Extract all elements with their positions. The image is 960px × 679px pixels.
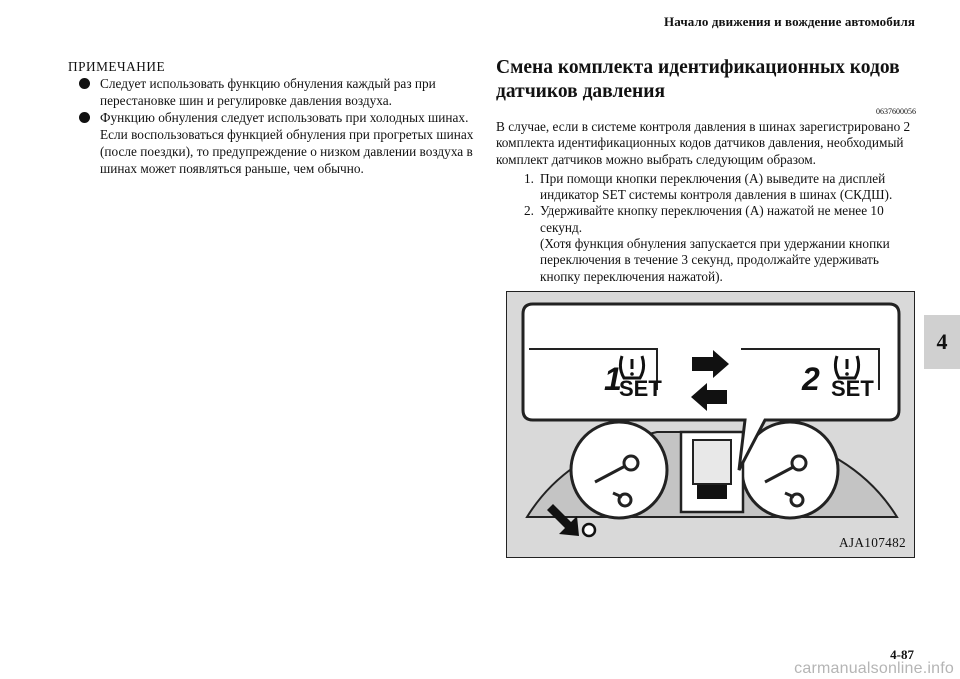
note-item-text: Функцию обнуления следует использовать при холодных шинах. Если воспользоваться функцией обнуления при прогретых шинах (после поездки), то предупреждение о низком давлении воздуха в шинах может появляться раньше, чем обычно. (100, 110, 474, 176)
display-left-set: SET (619, 376, 662, 401)
running-header: Начало движения и вождение автомобиля (664, 14, 915, 29)
display-left-number: 1 (604, 361, 622, 397)
bullet-icon (79, 78, 90, 89)
note-item-text: Следует использовать функцию обнуления каждый раз при перестановке шин и регулировке давления воздуха. (100, 76, 436, 108)
note-block (68, 58, 478, 177)
step-number: 1. (524, 170, 534, 186)
section-title: Смена комплекта идентификационных кодов датчиков давления (496, 57, 900, 102)
step-note: (Хотя функция обнуления запускается при удержании кнопки переключения в течение 3 секунд, продолжайте удерживать кнопку переключения нажатой). (540, 236, 890, 284)
figure-illustration (507, 292, 915, 558)
figure-code: AJA107482 (839, 535, 906, 550)
section-code: 0637600056 (876, 107, 916, 116)
display-right-number: 2 (802, 361, 820, 397)
display-right-set: SET (831, 376, 874, 401)
bullet-icon (79, 112, 90, 123)
note-item (68, 75, 478, 109)
instrument-cluster-figure (506, 291, 915, 558)
note-title: ПРИМЕЧАНИЕ (68, 59, 166, 74)
chapter-tab[interactable]: 4 (924, 315, 960, 369)
step-item (496, 171, 920, 204)
reset-button-icon (583, 524, 595, 536)
step-text: Удерживайте кнопку переключения (A) нажатой не менее 10 секунд. (540, 203, 884, 235)
step-number: 2. (524, 203, 534, 219)
section (496, 56, 920, 285)
step-item (496, 203, 920, 284)
step-text: При помощи кнопки переключения (A) выведите на дисплей индикатор SET системы контроля давления в шинах (СКДШ). (540, 170, 893, 203)
section-intro: В случае, если в системе контроля давления в шинах зарегистрировано 2 комплекта идентификационных кодов датчиков давления, необходимый комплект датчиков можно выбрать следующим образом. (496, 119, 911, 167)
watermark: carmanualsonline.info (794, 660, 954, 677)
note-item (68, 109, 478, 177)
page-number: 4-87 (890, 647, 914, 662)
